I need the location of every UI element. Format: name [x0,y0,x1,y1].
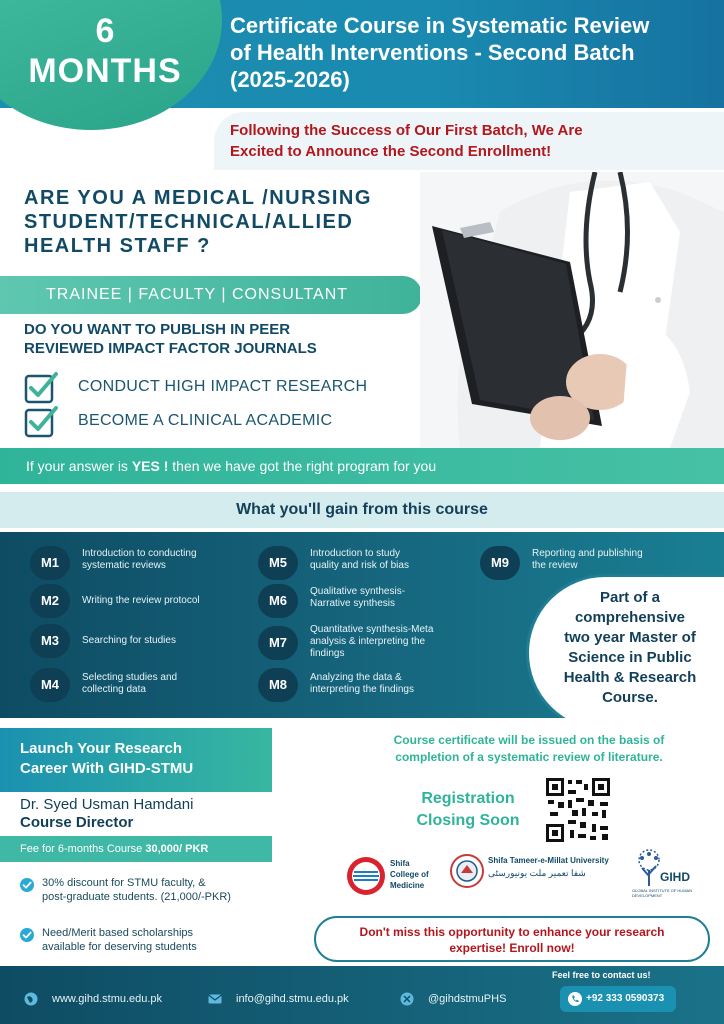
checkbox-checked-icon [24,370,58,404]
module-badge: M9 [480,546,520,580]
module-item: M4 Selecting studies and collecting data [30,668,230,704]
enroll-callout: Don't miss this opportunity to enhance your research expertise! Enroll now! [314,916,710,962]
partner-logos: Shifa College of Medicine Shifa Tameer-e-Millat University شفا تعمیر ملت یونیورسٹی GIHD GLOBAL INSTITUTE OF HUMAN DEVELOPMENT [342,846,722,906]
module-item: M2 Writing the review protocol [30,584,230,620]
hero-section [0,172,724,448]
phone-icon [568,992,582,1006]
module-badge: M7 [258,626,298,660]
certificate-note: Course certificate will be issued on the basis of completion of a systematic review of literature. [393,733,665,764]
benefit-item: Need/Merit based scholarships available for deserving students [20,926,270,962]
announcement-text: Following the Success of Our First Batch, We Are Excited to Announce the Second Enrollment! [230,122,583,160]
gain-title: What you'll gain from this course [0,492,724,528]
module-item: M8 Analyzing the data & interpreting the findings [258,668,458,704]
globe-icon [24,992,38,1006]
module-item: M1 Introduction to conducting systematic reviews [30,546,230,582]
doctor-illustration [420,172,724,448]
roles-bar: TRAINEE | FACULTY | CONSULTANT [0,276,422,314]
audience-question: ARE YOU A MEDICAL /NURSING STUDENT/TECHNICAL/ALLIED HEALTH STAFF ? [24,187,372,257]
module-badge: M2 [30,584,70,618]
header [0,0,724,170]
duration-number: 6 [95,12,115,50]
social-link[interactable]: @gihdstmuPHS [400,990,540,1008]
module-badge: M6 [258,584,298,618]
footer [0,966,724,1024]
registration-notice: Registration Closing Soon [416,790,520,829]
email-link[interactable]: info@gihd.stmu.edu.pk [208,990,378,1008]
module-badge: M5 [258,546,298,580]
module-badge: M8 [258,668,298,702]
course-title: Certificate Course in Systematic Review of Health Interventions - Second Batch (2025-2026) [230,13,650,92]
answer-bar: If your answer is YES ! then we have got the right program for you [0,448,724,484]
fee-bar: Fee for 6-months Course 30,000/ PKR [0,836,272,862]
benefit-item: 30% discount for STMU faculty, & post-graduate students. (21,000/-PKR) [20,876,270,912]
module-badge: M4 [30,668,70,702]
masters-program-text: Part of a comprehensive two year Master of Science in Public Health & Research Course. [563,589,697,706]
x-twitter-icon [400,992,414,1006]
director-name: Dr. Syed Usman Hamdani [20,796,194,813]
contact-note: Feel free to contact us! [552,970,651,980]
stmu-seal-icon [450,854,484,888]
bottom-section [0,718,724,966]
qr-code-icon[interactable] [544,776,612,844]
envelope-icon [208,992,222,1006]
module-item: M3 Searching for studies [30,624,230,660]
checkbox-checked-icon [24,404,58,438]
module-badge: M1 [30,546,70,580]
check-circle-icon [20,878,34,892]
duration-word: MONTHS [28,52,182,90]
module-item: M6 Qualitative synthesis- Narrative synthesis [258,584,458,620]
module-item: M5 Introduction to study quality and risk of bias [258,546,458,582]
check-item: BECOME A CLINICAL ACADEMIC [24,404,424,440]
module-badge: M3 [30,624,70,658]
check-circle-icon [20,928,34,942]
phone-button[interactable]: +92 333 0590373 [560,986,676,1012]
check-item: CONDUCT HIGH IMPACT RESEARCH [24,370,424,406]
launch-banner: Launch Your Research Career With GIHD-STMU [0,728,272,792]
shifa-college-logo-icon [346,856,386,896]
publish-question: DO YOU WANT TO PUBLISH IN PEER REVIEWED IMPACT FACTOR JOURNALS [24,321,317,357]
module-item: M7 Quantitative synthesis-Meta analysis & interpreting the findings [258,626,458,662]
director-title: Course Director [20,814,134,831]
module-item: M9 Reporting and publishing the review [480,546,680,582]
website-link[interactable]: www.gihd.stmu.edu.pk [24,990,194,1008]
